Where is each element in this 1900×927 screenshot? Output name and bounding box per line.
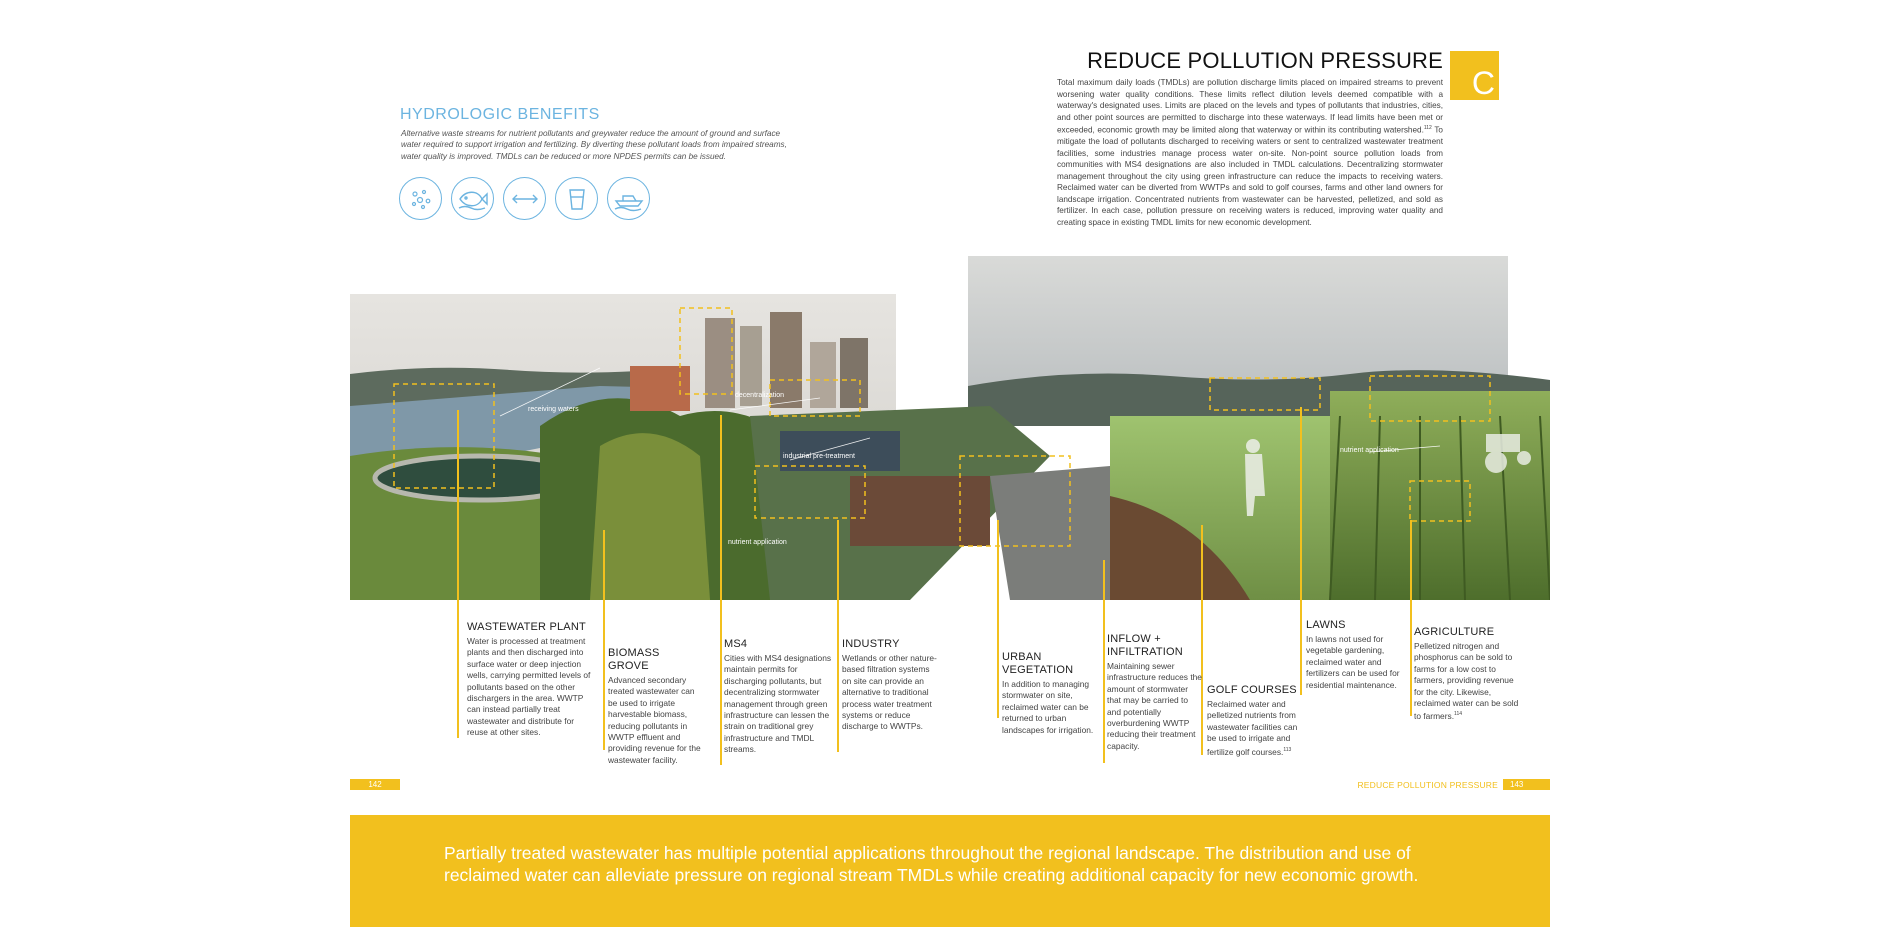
caption-text: Water is processed at treatment plants and then discharged into surface water or deep injection wells, carrying permitted levels of pollutants based on the other dischargers in the area. WWTP can instead partially treat wastewater and distribute for reuse at other sites. (467, 636, 591, 738)
hydrologic-benefits-text: Alternative waste streams for nutrient pollutants and greywater reduce the amount of ground and surface water required to support irrigation and fertilizing. By diverting these pollutant loads from impaired streams, water quality is improved. TMDLs can be reduced or more NPDES permits can be issued. (401, 129, 787, 161)
caption-agriculture (1414, 626, 1522, 723)
label-nutrient-application-left: nutrient application (728, 539, 787, 546)
caption-title: INFLOW + INFILTRATION (1107, 633, 1183, 658)
connector-line (1300, 407, 1302, 695)
caption-golf-courses (1207, 684, 1307, 758)
section-letter: C (1471, 65, 1495, 101)
section-badge (1450, 51, 1499, 100)
caption-title: URBAN VEGETATION (1002, 651, 1074, 676)
caption-inflow-infiltration (1107, 633, 1202, 752)
connector-line (1103, 560, 1105, 763)
caption-title: GOLF COURSES (1207, 684, 1297, 696)
body-ref: 112 (1423, 125, 1432, 131)
banner-text: Partially treated wastewater has multiple potential applications throughout the regional landscape. The distribution and use of reclaimed water can alleviate pressure on regional stream TMDLs while creating additional capacity for new economic growth. (444, 843, 1419, 885)
flow-arrows-icon (503, 177, 546, 220)
caption-text: In lawns not used for vegetable gardening, reclaimed water and fertilizers can be used for residential maintenance. (1306, 634, 1400, 690)
connector-line (997, 520, 999, 718)
label-industrial-treatment: industrial pre-treatment (783, 453, 855, 460)
caption-title: LAWNS (1306, 619, 1346, 631)
connector-line (457, 410, 459, 738)
caption-banner (350, 815, 1550, 927)
boat-icon (607, 177, 650, 220)
caption-wastewater-plant (467, 621, 597, 739)
body-text-1: Total maximum daily loads (TMDLs) are pollution discharge limits placed on impaired streams to prevent worsening water quality conditions. These limits reflect dilution levels deemed compatible with a waterway's designated uses. Limits are placed on the levels and types of pollutants that industries, cities, and other point sources are permitted to discharge into these waterways. If lead limits have been met or exceeded, economic growth may be limited along that waterway or within its contributing watershed. (1057, 78, 1443, 135)
caption-title: MS4 (724, 638, 748, 650)
benefit-icons (399, 177, 650, 220)
connector-line (603, 530, 605, 750)
caption-urban-vegetation (1002, 651, 1102, 736)
connector-line (837, 520, 839, 752)
label-receiving-waters: receiving waters (528, 406, 579, 413)
running-head: REDUCE POLLUTION PRESSURE (1357, 780, 1498, 790)
caption-lawns (1306, 619, 1411, 691)
caption-title: INDUSTRY (842, 638, 900, 650)
caption-biomass-grove (608, 647, 703, 766)
caption-text: Cities with MS4 designations maintain permits for discharging pollutants, but decentralizing stormwater management through green infrastructure can lessen the strain on traditional grey infrastructure and TMDL streams. (724, 653, 832, 755)
nutrients-icon (399, 177, 442, 220)
page-number-left: 142 (350, 779, 400, 790)
caption-title: AGRICULTURE (1414, 626, 1495, 638)
fish-icon (451, 177, 494, 220)
hydrologic-benefits-title: HYDROLOGIC BENEFITS (400, 106, 600, 123)
section-title: REDUCE POLLUTION PRESSURE (1087, 48, 1443, 73)
caption-text: Maintaining sewer infrastructure reduces the amount of stormwater that may be carried to and potentially overburdening WWTP reducing their treatment capacity. (1107, 661, 1202, 751)
label-decentralization: decentralization (735, 392, 785, 399)
caption-text: In addition to managing stormwater on site, reclaimed water can be returned to urban landscapes for irrigation. (1002, 679, 1094, 735)
section-body (1057, 77, 1443, 228)
water-glass-icon (555, 177, 598, 220)
caption-title: BIOMASS GROVE (608, 647, 660, 672)
caption-ref: 113 (1283, 746, 1292, 753)
caption-text: Reclaimed water and pelletized nutrients from wastewater facilities can be used to irrigate and fertilize golf courses. (1207, 699, 1298, 757)
page-number-right: 143 (1503, 779, 1550, 790)
caption-text: Pelletized nitrogen and phosphorus can be sold to farms for a low cost to farmers, providing revenue for the city. Likewise, reclaimed water can be sold to farmers. (1414, 641, 1519, 722)
landscape-collage (350, 256, 1550, 600)
caption-industry (842, 638, 937, 733)
connector-line (720, 415, 722, 765)
label-nutrient-application-right: nutrient application (1340, 447, 1399, 454)
caption-ms4 (724, 638, 834, 756)
caption-ref: 114 (1454, 711, 1463, 718)
caption-title: WASTEWATER PLANT (467, 621, 586, 633)
caption-text: Wetlands or other nature-based filtration systems on site can provide an alternative to traditional process water treatment systems or reduce discharge to WWTPs. (842, 653, 937, 732)
body-text-2: To mitigate the load of pollutants discharged to receiving waters or sent to centralized wastewater treatment facilities, some industries manage process water on-site. Non-point source pollution loads from communities with MS4 designations are also included in TMDL calculations. Decentralizing stormwater management throughout the city using green infrastructure can reduce the impacts to receiving waters. Reclaimed water can be diverted from WWTPs and sold to golf courses, farms and other land owners for landscape irrigation. Concentrated nutrients from wastewater can be harvested, pelletized, and sold as fertilizer. In each case, pollution pressure on receiving waters is reduced, improving water quality and creating space in existing TMDL limits for new economic development. (1057, 125, 1443, 227)
caption-text: Advanced secondary treated wastewater can be used to irrigate harvestable biomass, reducing pollutants in WWTP effluent and providing revenue for the wastewater facility. (608, 675, 701, 765)
